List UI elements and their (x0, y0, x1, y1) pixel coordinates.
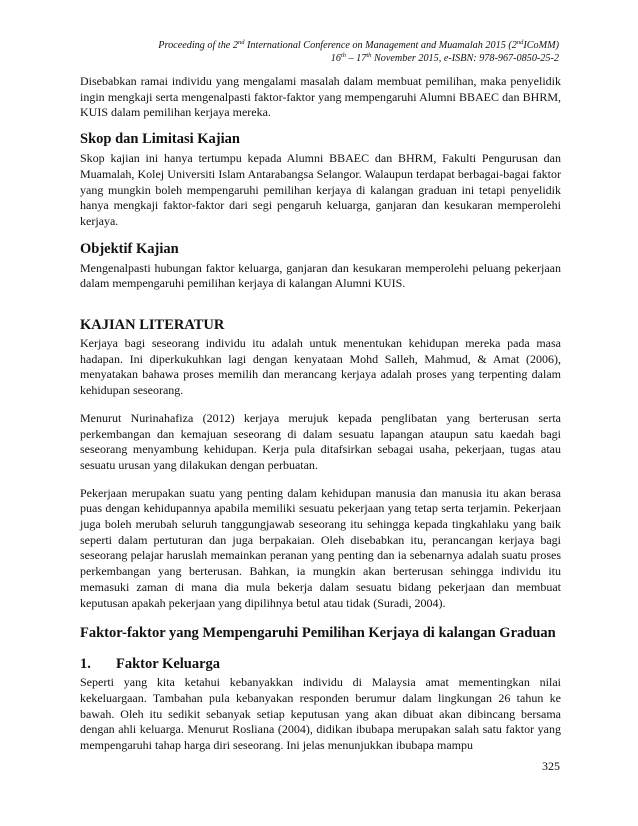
page-number: 325 (542, 759, 560, 773)
literature-heading: KAJIAN LITERATUR (80, 317, 225, 334)
literature-paragraph-2: Menurut Nurinahafiza (2012) kerjaya merujuk kepada penglibatan yang berterusan serta perkembangan dan kemajuan seseorang di dalam sesuatu lapangan ataupun satu kaedah bagi seseorang menyambung kehidupan. Kerja pula ditafsirkan sebagai usaha, pekerjaan, tugas atau sesuatu urusan yang dilakukan dengan perbuatan. (80, 410, 561, 472)
body-content (80, 74, 561, 754)
objective-heading: Objektif Kajian (80, 240, 179, 257)
literature-paragraph-1: Kerjaya bagi seseorang individu itu adalah untuk menentukan kehidupan mereka pada masa hadapan. Ini diperkukuhkan lagi dengan kenyataan Mohd Salleh, Mahmud, & Amat (2006), menyatakan bahawa proses memilih dan merancang kerjaya adalah proses yang terpenting dalam kehidupan seseorang. (80, 336, 561, 398)
intro-paragraph: Disebabkan ramai individu yang mengalami masalah dalam membuat pemilihan, maka penyelidik ingin mengkaji serta mengenalpasti faktor-faktor yang mempengaruhi Alumni BBAEC dan BHRM, KUIS dalam pemilihan kerjaya mereka. (80, 74, 561, 120)
running-header-line2: 16th – 17th November 2015, e-ISBN: 978-967-0850-25-2 (330, 52, 559, 64)
scope-paragraph: Skop kajian ini hanya tertumpu kepada Alumni BBAEC dan BHRM, Fakulti Pengurusan dan Muamalah, Kolej Universiti Islam Antarabangsa Selangor. Walaupun terdapat berbagai-bagai faktor yang mungkin boleh mempengaruhi pemilihan kerjaya di kalangan graduan ini tetapi penyelidik hanya mengkaji faktor-faktor dari segi pengaruh keluarga, ganjaran dan kesukaran memperolehi kerjaya. (80, 151, 561, 228)
factors-heading: Faktor-faktor yang Mempengaruhi Pemilihan Kerjaya di kalangan Graduan (80, 625, 556, 642)
literature-paragraph-3: Pekerjaan merupakan suatu yang penting dalam kehidupan manusia dan manusia itu akan berasa puas dengan kehidupannya apabila memiliki sesuatu pekerjaan yang tetap serta terjamin. Pekerjaan juga boleh merubah seluruh tanggungjawab seseorang itu sehingga kepada tingkahlaku yang baik seperti dalam pertuturan dan juga berpakaian. Oleh disebabkan itu, perancangan kerjaya bagi seseorang pelajar haruslah memainkan peranan yang penting dan ia sebenarnya adalah suatu proses perkembangan yang berterusan. Bahkan, ia mungkin akan berterusan sehingga individu itu memasuki zaman di mana dia mula bekerja dalam sesuatu bidang pekerjaan dan membuat keputusan apakah pekerjaan yang dipilihnya betul atau tidak (Suradi, 2004). (80, 485, 561, 610)
running-header-line1: Proceeding of the 2nd International Conference on Management and Muamalah 2015 (2ndICoMM) (158, 39, 559, 51)
family-factor-heading (80, 656, 561, 673)
family-factor-title: Faktor Keluarga (116, 656, 221, 673)
family-factor-number: 1. (80, 656, 91, 673)
scope-heading: Skop dan Limitasi Kajian (80, 131, 240, 148)
objective-paragraph: Mengenalpasti hubungan faktor keluarga, ganjaran dan kesukaran memperolehi peluang pekerjaan dalam mempengaruhi pemilihan kerjaya di kalangan Alumni KUIS. (80, 260, 561, 291)
family-factor-paragraph: Seperti yang kita ketahui kebanyakkan individu di Malaysia amat mementingkan nilai kekeluargaan. Tambahan pula kebanyakan responden berumur dalam lingkungan 26 tahun ke bawah. Oleh itu sedikit sebanyak setiap keputusan yang akan dibuat akan dibincang bersama dengan ahli keluarga. Menurut Rosliana (2004), didikan ibubapa merupakan salah satu faktor yang mempengaruhi tahap harga diri seseorang. Ini jelas menunjukkan ibubapa mampu (80, 675, 561, 753)
